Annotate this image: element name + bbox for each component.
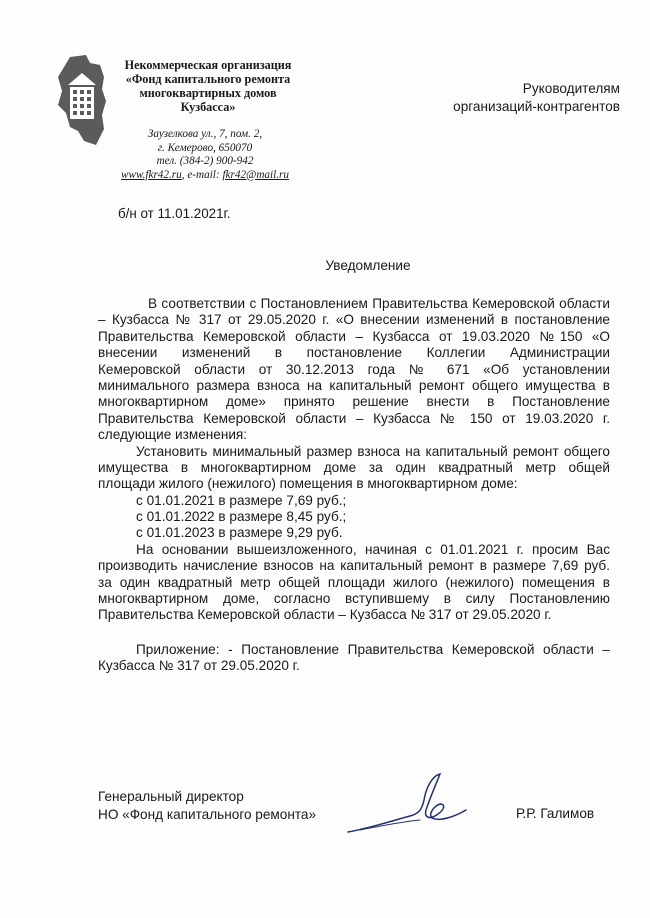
- org-name-line: многоквартирных домов: [139, 86, 277, 100]
- handwritten-signature: [340, 770, 470, 840]
- org-name-line: «Фонд капитального ремонта: [125, 72, 291, 86]
- letter-body: [98, 296, 610, 675]
- paragraph-line: – Кузбасса № 317 от 29.05.2020 г. «О внесении изменений в постановление: [98, 312, 610, 328]
- rate-item: с 01.01.2023 в размере 9,29 руб.: [136, 525, 343, 541]
- paragraph-line: На основании вышеизложенного, начиная с 01.01.2021 г. просим Вас: [136, 541, 610, 557]
- paragraph-line: площади жилого (нежилого) помещения в многоквартирном доме:: [98, 476, 518, 492]
- paragraph-line: многоквартирном доме, согласно вступившему в силу Постановлению: [98, 591, 610, 607]
- rate-item: с 01.01.2021 в размере 7,69 руб.;: [136, 492, 347, 508]
- website-link[interactable]: www.fkr42.ru: [121, 168, 182, 181]
- paragraph-line: В соответствии с Постановлением Правительства Кемеровской области: [148, 296, 610, 311]
- recipient-line: организаций-контрагентов: [453, 99, 620, 114]
- paragraph-line: Правительства Кемеровской области – Кузбасса № 317 от 29.05.2020 г.: [98, 607, 552, 623]
- contacts-line: [105, 169, 305, 183]
- signatory-name: Р.Р. Галимов: [516, 806, 595, 821]
- building-map-logo-icon: [56, 55, 108, 147]
- paragraph-line: имущества в многоквартирном доме за один квадратный метр общей: [98, 459, 610, 475]
- phone-line: тел. (384-2) 900-942: [156, 155, 254, 167]
- email-link[interactable]: fkr42@mail.ru: [222, 168, 289, 181]
- document-title-wrap: [0, 258, 650, 273]
- paragraph-line: следующие изменения:: [98, 427, 248, 443]
- document-title: Уведомление: [325, 258, 411, 273]
- organization-address: [105, 128, 305, 182]
- recipient-block: [400, 80, 620, 116]
- position-line: Генеральный директор: [98, 789, 244, 804]
- paragraph-line: Кемеровской области от 30.12.2013 года № 671 «Об установлении: [98, 361, 610, 377]
- organization-name: [108, 58, 308, 114]
- address-line: г. Кемерово, 650070: [157, 141, 253, 154]
- paragraph-line: за один квадратный метр общей площади жилого (нежилого) помещения в: [98, 574, 610, 590]
- position-line: НО «Фонд капитального ремонта»: [98, 807, 317, 822]
- paragraph-line: Правительства Кемеровской области – Кузбасса № 150 от 19.03.2020 г.: [98, 410, 610, 426]
- address-line: Заузелкова ул., 7, пом. 2,: [147, 128, 263, 140]
- paragraph-line: внесении изменений в постановление Коллегии Администрации: [98, 345, 610, 361]
- paragraph-line: производить начисление взносов на капитальный ремонт в размере 7,69 руб.: [98, 558, 610, 574]
- email-label: , e-mail:: [181, 168, 223, 181]
- signatory-position: [98, 788, 316, 824]
- paragraph-line: Правительства Кемеровской области – Кузбасса от 19.03.2020 №150 «О: [98, 328, 610, 344]
- org-name-line: Некоммерческая организация: [124, 58, 292, 72]
- attachment-line: Кузбасса № 317 от 29.05.2020 г.: [98, 658, 300, 674]
- recipient-line: Руководителям: [522, 81, 620, 96]
- attachment-line: Приложение: - Постановление Правительства Кемеровской области –: [136, 641, 610, 657]
- document-reference: б/н от 11.01.2021г.: [118, 206, 231, 221]
- paragraph-line: минимального размера взноса на капитальный ремонт общего имущества в: [98, 377, 610, 393]
- spacer: [98, 624, 610, 642]
- paragraph-line: Установить минимальный размер взноса на капитальный ремонт общего: [136, 443, 610, 459]
- paragraph-line: многоквартирном доме» принято решение внести в Постановление: [98, 394, 610, 410]
- rate-item: с 01.01.2022 в размере 8,45 руб.;: [136, 509, 347, 525]
- org-name-line: Кузбасса»: [180, 100, 236, 114]
